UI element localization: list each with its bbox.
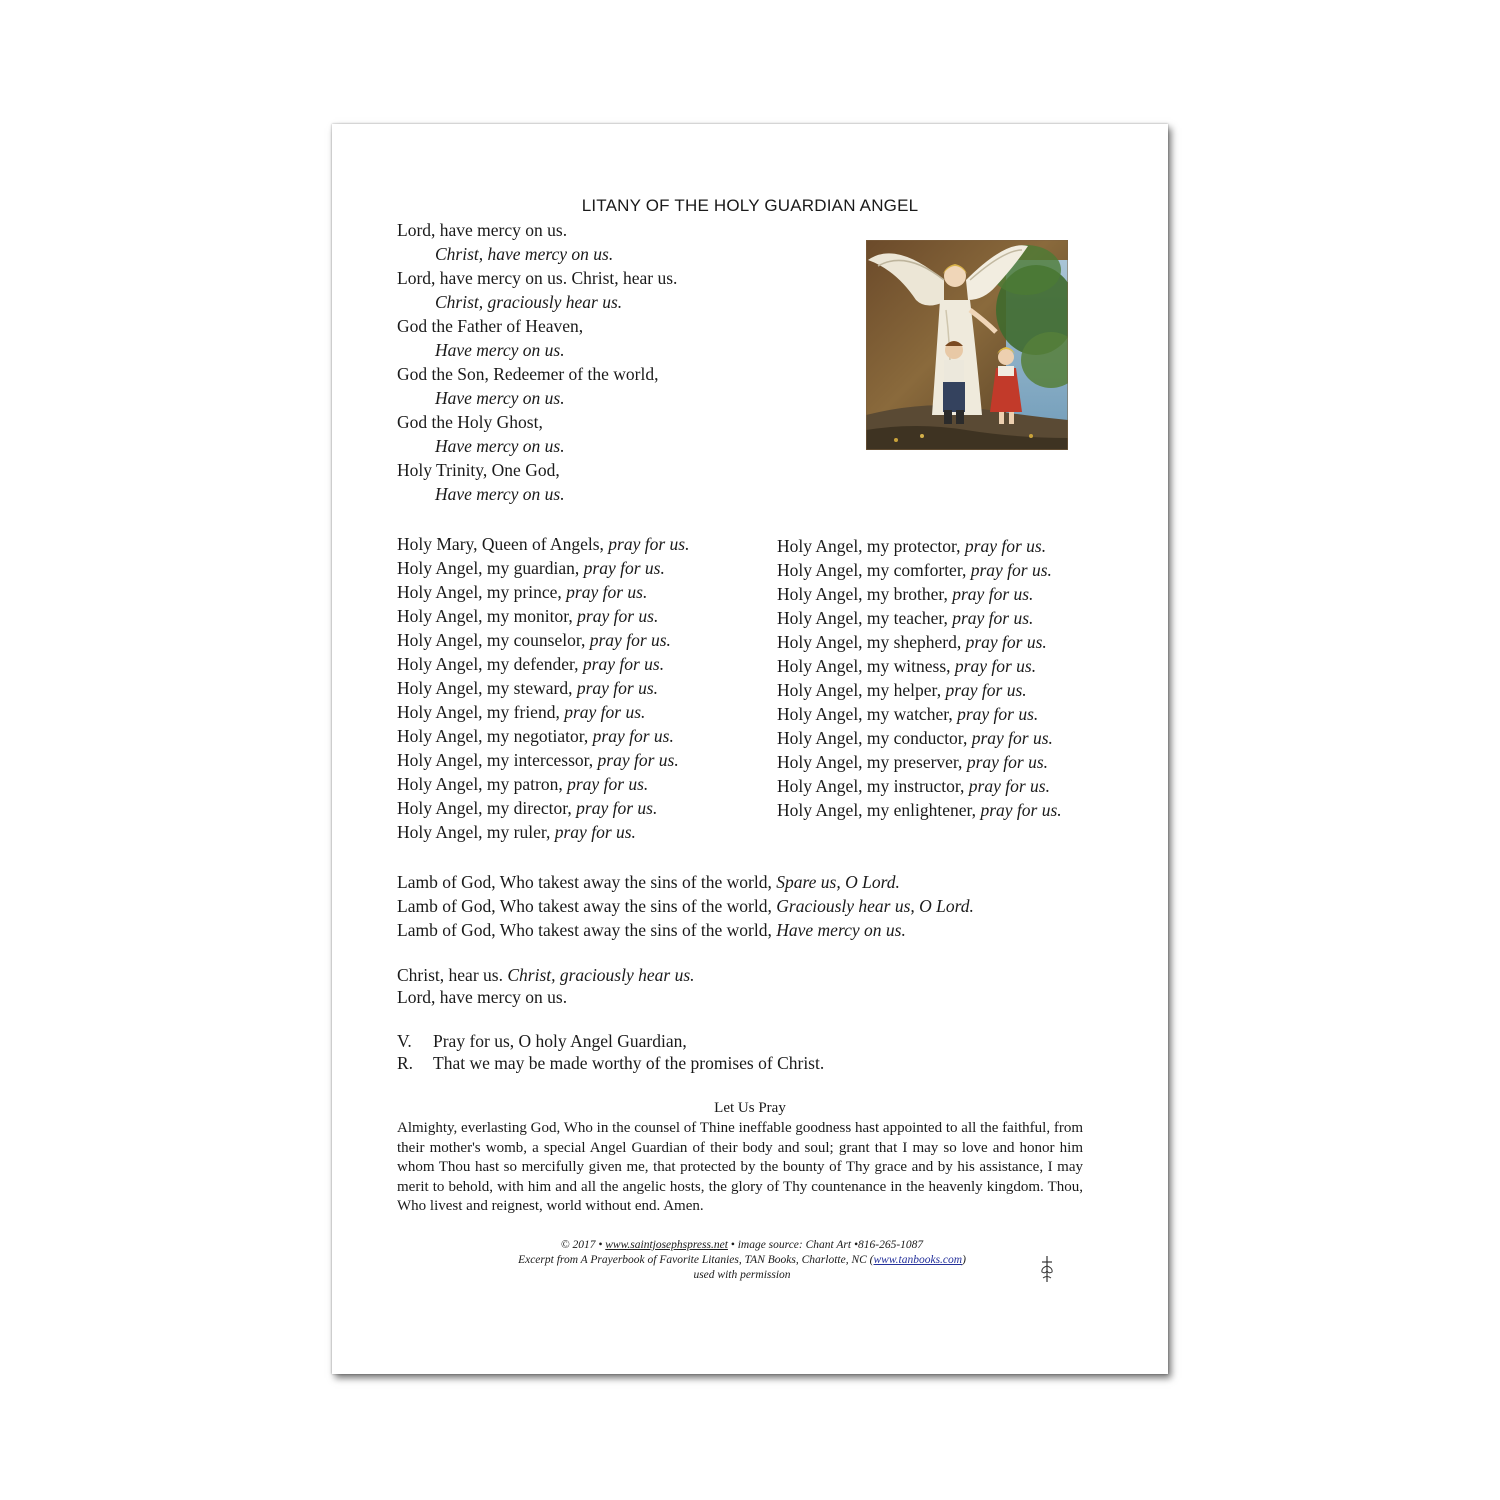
invocation-line: Holy Angel, my witness, pray for us. — [777, 656, 1037, 676]
invocation-line: Holy Angel, my watcher, pray for us. — [777, 704, 1039, 724]
agnus-dei-lines — [397, 870, 974, 942]
document-title: LITANY OF THE HOLY GUARDIAN ANGEL — [581, 196, 919, 215]
tanbooks-link[interactable]: www.tanbooks.com — [873, 1254, 963, 1266]
invocation-line: Holy Angel, my patron, pray for us. — [397, 774, 649, 794]
versicle-response — [397, 1030, 824, 1074]
press-logo-icon — [1038, 1254, 1056, 1284]
footer-line: used with permission — [693, 1269, 791, 1281]
invocation-line: Holy Angel, my ruler, pray for us. — [397, 822, 636, 842]
invocation-line: Holy Angel, my guardian, pray for us. — [397, 558, 665, 578]
versicle-line: V. Pray for us, O holy Angel Guardian, — [397, 1031, 687, 1051]
invocation-line: Holy Angel, my counselor, pray for us. — [397, 630, 671, 650]
invocation-line: Holy Angel, my shepherd, pray for us. — [777, 632, 1047, 652]
invocation-line: Holy Angel, my defender, pray for us. — [397, 654, 665, 674]
invocation-line: Holy Angel, my conductor, pray for us. — [777, 728, 1053, 748]
invocation-line: Holy Mary, Queen of Angels, pray for us. — [397, 534, 690, 554]
invocation-line: Holy Angel, my director, pray for us. — [397, 798, 658, 818]
intro-line: God the Father of Heaven, — [397, 316, 584, 336]
intro-line: God the Son, Redeemer of the world, — [397, 364, 659, 384]
invocation-line: Holy Angel, my enlightener, pray for us. — [777, 800, 1062, 820]
invocation-line: Holy Angel, my teacher, pray for us. — [777, 608, 1034, 628]
lamb-line: Lamb of God, Who takest away the sins of the world, Have mercy on us. — [397, 920, 906, 940]
litany-sheet — [332, 124, 1168, 1374]
guardian-angel-picture — [866, 240, 1068, 450]
invocations-right-column — [777, 534, 1062, 822]
invocation-line: Holy Angel, my steward, pray for us. — [397, 678, 659, 698]
intro-line: Lord, have mercy on us. Christ, hear us. — [397, 268, 678, 288]
intro-line: Have mercy on us. — [435, 484, 565, 504]
closing-petitions — [397, 964, 695, 1008]
intro-line: Christ, graciously hear us. — [435, 292, 623, 312]
intro-line: Have mercy on us. — [435, 436, 565, 456]
website-link[interactable]: www.saintjosephspress.net — [605, 1239, 728, 1251]
response-line: R. That we may be made worthy of the promises of Christ. — [397, 1053, 825, 1073]
intro-line: Have mercy on us. — [435, 340, 565, 360]
invocation-line: Holy Angel, my monitor, pray for us. — [397, 606, 659, 626]
invocation-line: Holy Angel, my friend, pray for us. — [397, 702, 646, 722]
footer-line: Excerpt from A Prayerbook of Favorite Litanies, TAN Books, Charlotte, NC (www.tanbooks.com) — [518, 1254, 966, 1266]
invocation-line: Holy Angel, my helper, pray for us. — [777, 680, 1027, 700]
invocation-line: Holy Angel, my protector, pray for us. — [777, 536, 1047, 556]
invocation-line: Holy Angel, my preserver, pray for us. — [777, 752, 1048, 772]
invocation-line: Holy Angel, my negotiator, pray for us. — [397, 726, 674, 746]
prayer-heading: Let Us Pray — [714, 1100, 786, 1116]
invocation-line: Holy Angel, my prince, pray for us. — [397, 582, 648, 602]
footer-line: © 2017 • www.saintjosephspress.net • image source: Chant Art •816-265-1087 — [560, 1239, 924, 1251]
intro-line: Holy Trinity, One God, — [397, 460, 560, 480]
lamb-line: Lamb of God, Who takest away the sins of the world, Graciously hear us, O Lord. — [397, 896, 974, 916]
prayer-text: Almighty, everlasting God, Who in the counsel of Thine ineffable goodness hast appointed to all the faithful, from their mother's womb, a special Angel Guardian of their body and soul; grant that I may so love and honor him whom Thou hast so mercifully given me, that protected by the bounty of Thy grace and by his assistance, I may merit to behold, with him and all the angelic hosts, the glory of Thy countenance in the heavenly kingdom. Thou, Who livest and reignest, world without end. Amen. — [397, 1120, 1083, 1215]
intro-line: God the Holy Ghost, — [397, 412, 543, 432]
invocation-line: Holy Angel, my comforter, pray for us. — [777, 560, 1052, 580]
intro-line: Lord, have mercy on us. — [397, 220, 568, 240]
intro-invocations — [397, 218, 677, 506]
invocation-line: Holy Angel, my intercessor, pray for us. — [397, 750, 679, 770]
invocation-line: Holy Angel, my instructor, pray for us. — [777, 776, 1050, 796]
closing-line: Christ, hear us. Christ, graciously hear us. — [397, 965, 695, 985]
invocation-line: Holy Angel, my brother, pray for us. — [777, 584, 1034, 604]
closing-line: Lord, have mercy on us. — [397, 987, 568, 1007]
invocations-left-column — [397, 532, 689, 844]
lamb-line: Lamb of God, Who takest away the sins of the world, Spare us, O Lord. — [397, 872, 900, 892]
intro-line: Christ, have mercy on us. — [435, 244, 614, 264]
footer-credits — [432, 1238, 1052, 1283]
intro-line: Have mercy on us. — [435, 388, 565, 408]
